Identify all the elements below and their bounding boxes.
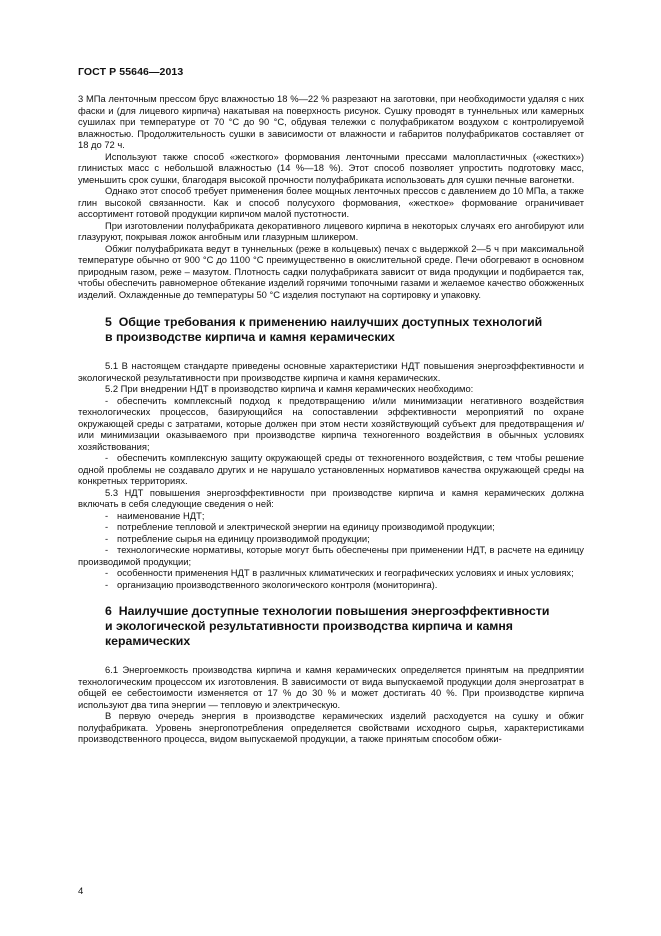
list-dash: - — [105, 532, 109, 544]
list-item: - технологические нормативы, которые могут быть обеспечены при применении НДТ, в расчете на единицу производимой продукции; — [78, 544, 584, 567]
section-title-line: и экологической результативности производства кирпича и камня — [105, 619, 513, 633]
list-dash: - — [105, 452, 109, 463]
paragraph: Обжиг полуфабриката ведут в туннельных (реже в кольцевых) печах с выдержкой 2—5 ч при максимальной температуре обычно от 900 °С до 1100 °С преимущественно в окислительной среде. Печи обогревают в основном природным газом, реже – мазутом. Плотность садки полуфабриката зависит от вида продукции и подбирается так, чтобы обеспечить равномерное обтекание изделий горячими топочными газами и желаемое качество обожженных изделий. Охлажденные до температуры 50 °С изделия поступают на сортировку и упаковку. — [78, 242, 584, 300]
document-body — [78, 93, 584, 745]
clause-5-2: 5.2 При внедрении НДТ в производство кирпича и камня керамических необходимо: — [105, 383, 474, 394]
section-5-heading — [78, 315, 584, 345]
document-code-header: ГОСТ Р 55646—2013 — [78, 66, 184, 78]
section-title-line: в производстве кирпича и камня керамических — [105, 330, 395, 344]
clause-6-1: 6.1 Энергоемкость производства кирпича и камня керамических определяется принятым на предприятии технологическим процессом их изготовления. В зависимости от вида выпускаемой продукции доля энергозатрат в общей ее себестоимости изменяется от 17 % до 30 % и может достигать 40 %. При производстве кирпича используют два типа энергии — тепловую и электрическую. — [78, 664, 584, 710]
list-dash: - — [105, 544, 109, 555]
clause-5-3: 5.3 НДТ повышения энергоэффективности при производстве кирпича и камня керамических должна включать в себя следующие сведения о ней: — [78, 486, 584, 509]
list-dash: - — [105, 567, 109, 578]
paragraph: В первую очередь энергия в производстве керамических изделий расходуется на сушку и обжиг полуфабриката. Уровень энергопотребления определяется свойствами исходного сырья, характеристиками производственного процесса, видом выпускаемой продукции, а также принятым способом обжи- — [78, 710, 584, 744]
clause-5-1: 5.1 В настоящем стандарте приведены основные характеристики НДТ повышения энергоэффективности и экологической результативности при производстве кирпича и камня керамических. — [78, 360, 584, 383]
list-item: - наименование НДТ; — [105, 509, 205, 521]
list-dash: - — [105, 509, 109, 521]
paragraph: Однако этот способ требует применения более мощных ленточных прессов с давлением до 10 МПа, а также глин высокой связанности. Как и способ полусухого формования, «жесткое» формование ограничивает ассортимент готовой продукции кирпичом малой пустотности. — [78, 185, 584, 219]
section-number: 5 — [105, 315, 112, 329]
section-title-line: керамических — [105, 634, 191, 648]
list-dash: - — [105, 394, 109, 406]
list-item: - организацию производственного экологического контроля (мониторинга). — [105, 578, 438, 590]
list-item: - обеспечить комплексный подход к предотвращению и/или минимизации негативного воздействия технологических процессов, базирующийся на сопоставлении эффективности мероприятий по охране окружающей среды с затратами, которые должен при этом нести хозяйствующий субъект для предотвращения и/или минимизации оказываемого при производстве кирпича техногенного воздействия в обычных условиях хозяйствования; — [78, 394, 584, 452]
page-number: 4 — [78, 886, 84, 897]
list-item: - потребление сырья на единицу производимой продукции; — [105, 532, 370, 544]
section-6-heading — [78, 604, 584, 649]
section-title-line: Наилучшие доступные технологии повышения энергоэффективности — [118, 604, 550, 618]
paragraph: При изготовлении полуфабриката декоративного лицевого кирпича в некоторых случаях его ангобируют или глазуруют, покрывая ложок ангобным или глазурным шликером. — [78, 219, 584, 242]
list-dash: - — [105, 578, 109, 590]
section-number: 6 — [105, 604, 112, 618]
list-item: - потребление тепловой и электрической энергии на единицу производимой продукции; — [105, 521, 495, 532]
paragraph: 3 МПа ленточным прессом брус влажностью 18 %—22 % разрезают на заготовки, при необходимости удаляя с них фаски и (для лицевого кирпича) накатывая на поверхность рисунок. Сушку проводят в туннельных или камерных сушилах при температуре от 70 °С до 90 °С, обдувая тележки с полуфабрикатом воздухом с контролируемой влажностью. Продолжительность сушки в зависимости от влажности и габаритов полуфабрикатов составляет от 18 до 72 ч. — [78, 93, 584, 150]
list-item: - особенности применения НДТ в различных климатических и географических условиях и иных условиях; — [105, 567, 574, 578]
paragraph: Используют также способ «жесткого» формования ленточными прессами малопластичных («жестких») глинистых масс с небольшой влажностью (14 %—18 %). Этот способ позволяет упростить подготовку масс, уменьшить срок сушки, благодаря высокой прочности полуфабриката использовать для сушки печные вагонетки. — [78, 150, 584, 185]
list-dash: - — [105, 521, 109, 532]
section-title-line: Общие требования к применению наилучших доступных технологий — [118, 315, 543, 329]
list-item: - обеспечить комплексную защиту окружающей среды от техногенного воздействия, с тем чтобы решение одной проблемы не создавало других и не нарушало установленных нормативов качества окружающей среды на конкретных территориях. — [78, 452, 584, 486]
